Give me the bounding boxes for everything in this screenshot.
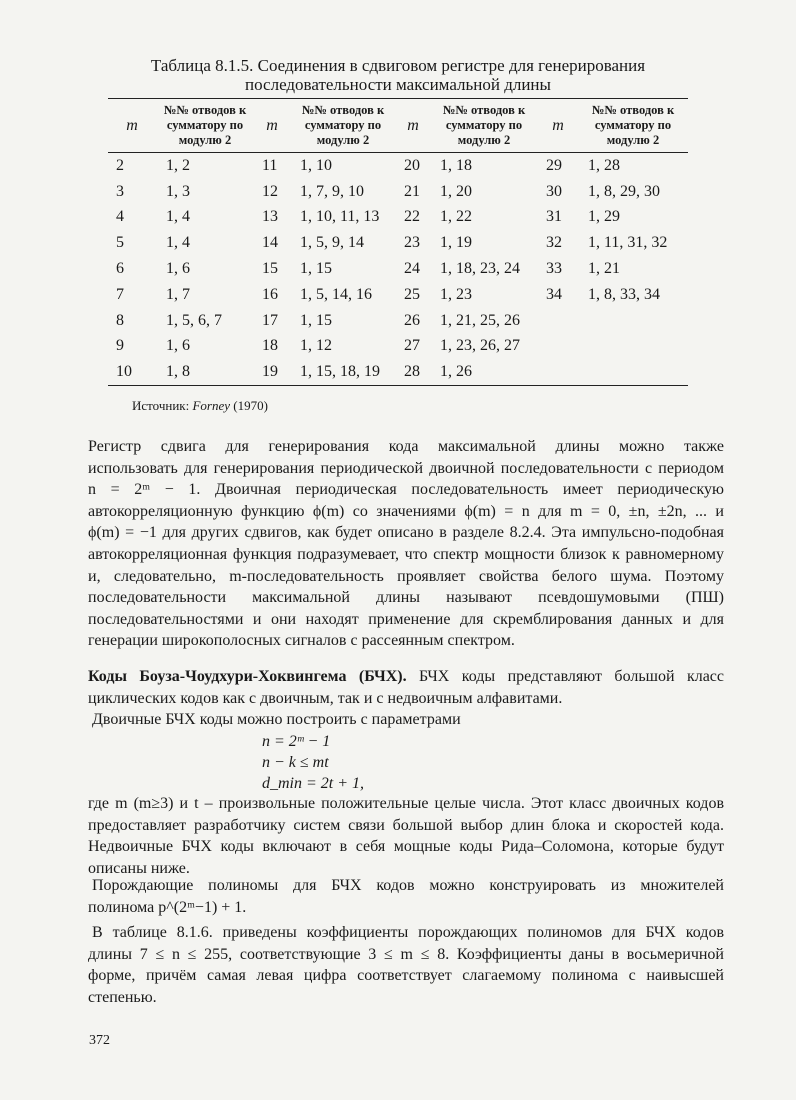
table-row bbox=[108, 256, 688, 282]
cell-taps: 1, 21, 25, 26 bbox=[440, 311, 520, 329]
header-m: m bbox=[266, 117, 278, 134]
formula-length: n = 2ᵐ − 1 bbox=[262, 733, 331, 750]
cell-taps: 1, 19 bbox=[440, 234, 472, 252]
header-taps: №№ отводов к сумматору по модулю 2 bbox=[442, 103, 526, 147]
text-line: В таблице 8.1.6. приведены коэффициенты порождающих полиномов для БЧХ кодов bbox=[92, 924, 724, 941]
cell-m: 3 bbox=[116, 182, 124, 200]
cell-taps: 1, 23, 26, 27 bbox=[440, 337, 520, 355]
cell-m: 9 bbox=[116, 337, 124, 355]
paragraph-params bbox=[88, 793, 724, 879]
formula-distance: d_min = 2t + 1, bbox=[262, 775, 365, 792]
cell-taps: 1, 15, 18, 19 bbox=[300, 363, 380, 381]
paragraph-msequence bbox=[88, 436, 724, 652]
cell-m bbox=[538, 308, 578, 334]
text-line: n = 2ᵐ − 1. Двоичная периодическая последовательность имеет периодическую bbox=[88, 481, 724, 499]
source-ref: Forney bbox=[192, 398, 231, 413]
cell-m: 23 bbox=[404, 234, 420, 252]
table-row bbox=[108, 282, 688, 308]
cell-taps: 1, 5, 9, 14 bbox=[300, 234, 364, 252]
cell-taps: 1, 3 bbox=[166, 182, 190, 200]
header-m: m bbox=[407, 117, 419, 134]
cell-taps: 1, 5, 14, 16 bbox=[300, 285, 372, 303]
cell-m: 27 bbox=[404, 337, 420, 355]
cell-taps: 1, 8, 33, 34 bbox=[588, 285, 660, 303]
cell-taps: 1, 4 bbox=[166, 234, 190, 252]
text-line: циклических кодов как с двоичным, так и с недвоичным алфавитами. bbox=[88, 689, 563, 707]
table-source bbox=[132, 398, 268, 414]
cell-m: 22 bbox=[404, 208, 420, 226]
page-number: 372 bbox=[89, 1033, 110, 1048]
table-row bbox=[108, 308, 688, 334]
text-line: использовать для генерирования периодической двоичной последовательности с периодом bbox=[88, 459, 724, 477]
cell-taps: 1, 7 bbox=[166, 285, 190, 303]
cell-m: 16 bbox=[262, 285, 278, 303]
cell-m: 32 bbox=[546, 234, 562, 252]
cell-m: 8 bbox=[116, 311, 124, 329]
cell-taps: 1, 15 bbox=[300, 311, 332, 329]
paragraph-bch bbox=[88, 666, 724, 731]
cell-taps bbox=[578, 334, 688, 360]
text-line: где m (m≥3) и t – произвольные положительные целые числа. Этот класс двоичных кодов bbox=[88, 795, 724, 812]
cell-m: 18 bbox=[262, 337, 278, 355]
bch-heading-line bbox=[88, 666, 724, 688]
cell-m: 21 bbox=[404, 182, 420, 200]
cell-m: 28 bbox=[404, 363, 420, 381]
table-caption-line1: Таблица 8.1.5. Соединения в сдвиговом регистре для генерирования bbox=[150, 56, 646, 75]
cell-m: 31 bbox=[546, 208, 562, 226]
cell-m bbox=[538, 334, 578, 360]
text-line: предоставляет разработчику систем связи большой выбор длин блока и скоростей кода. bbox=[88, 816, 724, 834]
table-row bbox=[108, 205, 688, 231]
cell-m: 24 bbox=[404, 260, 420, 278]
cell-m: 7 bbox=[116, 285, 124, 303]
formula-redundancy: n − k ≤ mt bbox=[262, 754, 329, 771]
header-taps: №№ отводов к сумматору по модулю 2 bbox=[163, 103, 247, 147]
table-header-row bbox=[108, 99, 688, 153]
text-line: автокорреляционную функцию ϕ(m) со значениями ϕ(m) = n для m = 0, ±n, ±2n, ... и bbox=[88, 502, 724, 520]
text-line: полинома p^(2ᵐ−1) + 1. bbox=[88, 898, 247, 916]
header-m: m bbox=[126, 117, 138, 134]
text-line: Недвоичные БЧХ коды включают в себя мощные коды Рида–Соломона, которые будут bbox=[88, 838, 724, 856]
cell-m: 30 bbox=[546, 182, 562, 200]
cell-m: 12 bbox=[262, 182, 278, 200]
cell-m: 19 bbox=[262, 363, 278, 381]
cell-m: 25 bbox=[404, 285, 420, 303]
cell-taps: 1, 6 bbox=[166, 260, 190, 278]
cell-taps bbox=[578, 308, 688, 334]
text-line: Порождающие полиномы для БЧХ кодов можно конструировать из множителей bbox=[92, 877, 724, 894]
text-line: автокорреляционная функция подразумевает, что спектр мощности близок к равномерному bbox=[88, 545, 724, 563]
cell-m: 11 bbox=[262, 156, 278, 174]
cell-m: 5 bbox=[116, 234, 124, 252]
cell-m: 17 bbox=[262, 311, 278, 329]
cell-taps: 1, 8 bbox=[166, 363, 190, 381]
text-line: генерации широкополосных сигналов с рассеянным спектром. bbox=[88, 632, 515, 650]
cell-m: 33 bbox=[546, 260, 562, 278]
cell-taps: 1, 7, 9, 10 bbox=[300, 182, 364, 200]
bch-intro: БЧХ коды представляют большой класс bbox=[406, 668, 724, 685]
text-line: степенью. bbox=[88, 988, 157, 1006]
table-caption-line2: последовательности максимальной длины bbox=[245, 75, 551, 94]
cell-taps: 1, 8, 29, 30 bbox=[588, 182, 660, 200]
table-row bbox=[108, 153, 688, 179]
header-taps: №№ отводов к сумматору по модулю 2 bbox=[301, 103, 385, 147]
cell-taps: 1, 2 bbox=[166, 156, 190, 174]
source-label: Источник: bbox=[132, 398, 190, 413]
text-line: длины 7 ≤ n ≤ 255, соответствующие 3 ≤ m ≤ 8. Коэффициенты даны в восьмеричной bbox=[88, 945, 724, 963]
bch-heading: Коды Боуза-Чоудхури-Хоквингема (БЧХ). bbox=[88, 668, 407, 685]
cell-m: 14 bbox=[262, 234, 278, 252]
text-line: последовательностями и они находят применение для скремблирования данных и для bbox=[88, 610, 724, 628]
cell-m: 10 bbox=[116, 363, 132, 381]
cell-taps: 1, 18, 23, 24 bbox=[440, 260, 520, 278]
cell-m: 26 bbox=[404, 311, 420, 329]
table-caption bbox=[108, 56, 688, 94]
table-row bbox=[108, 334, 688, 360]
cell-m: 29 bbox=[546, 156, 562, 174]
text-line: Регистр сдвига для генерирования кода максимальной длины можно также bbox=[88, 438, 724, 455]
cell-taps: 1, 23 bbox=[440, 285, 472, 303]
cell-taps: 1, 5, 6, 7 bbox=[166, 311, 222, 329]
source-year: (1970) bbox=[233, 398, 268, 413]
cell-taps: 1, 26 bbox=[440, 363, 472, 381]
table-row bbox=[108, 230, 688, 256]
paragraph-table-ref bbox=[88, 922, 724, 1008]
text-line: последовательности максимальной длины называют псевдошумовыми (ПШ) bbox=[88, 589, 724, 607]
paragraph-generators bbox=[88, 875, 724, 918]
cell-m: 6 bbox=[116, 260, 124, 278]
cell-taps: 1, 21 bbox=[588, 260, 620, 278]
cell-taps: 1, 11, 31, 32 bbox=[588, 234, 668, 252]
text-line: форме, причём самая левая цифра соответствует слагаемому полинома с наивысшей bbox=[88, 967, 724, 985]
cell-taps: 1, 18 bbox=[440, 156, 472, 174]
cell-m: 15 bbox=[262, 260, 278, 278]
cell-taps: 1, 10 bbox=[300, 156, 332, 174]
cell-taps: 1, 29 bbox=[588, 208, 620, 226]
text-line: и, следовательно, m-последовательность проявляет свойства белого шума. Поэтому bbox=[88, 567, 724, 585]
table-row bbox=[108, 179, 688, 205]
cell-m bbox=[538, 359, 578, 385]
cell-m: 4 bbox=[116, 208, 124, 226]
cell-taps: 1, 6 bbox=[166, 337, 190, 355]
cell-taps: 1, 28 bbox=[588, 156, 620, 174]
cell-m: 13 bbox=[262, 208, 278, 226]
cell-taps: 1, 20 bbox=[440, 182, 472, 200]
cell-taps: 1, 22 bbox=[440, 208, 472, 226]
cell-m: 20 bbox=[404, 156, 420, 174]
cell-m: 34 bbox=[546, 285, 562, 303]
text-line: ϕ(m) = −1 для других сдвигов, как будет описано в разделе 8.2.4. Эта импульсно-подобная bbox=[88, 524, 724, 542]
header-taps: №№ отводов к сумматору по модулю 2 bbox=[591, 103, 675, 147]
shift-register-table bbox=[108, 98, 688, 386]
cell-taps: 1, 15 bbox=[300, 260, 332, 278]
cell-taps: 1, 10, 11, 13 bbox=[300, 208, 380, 226]
text-line: описаны ниже. bbox=[88, 859, 190, 877]
cell-taps: 1, 12 bbox=[300, 337, 332, 355]
cell-taps bbox=[578, 359, 688, 385]
header-m: m bbox=[552, 117, 564, 134]
bch-parameters bbox=[262, 731, 364, 794]
cell-taps: 1, 4 bbox=[166, 208, 190, 226]
table-row bbox=[108, 359, 688, 385]
cell-m: 2 bbox=[116, 156, 124, 174]
text-line: Двоичные БЧХ коды можно построить с параметрами bbox=[92, 711, 461, 729]
